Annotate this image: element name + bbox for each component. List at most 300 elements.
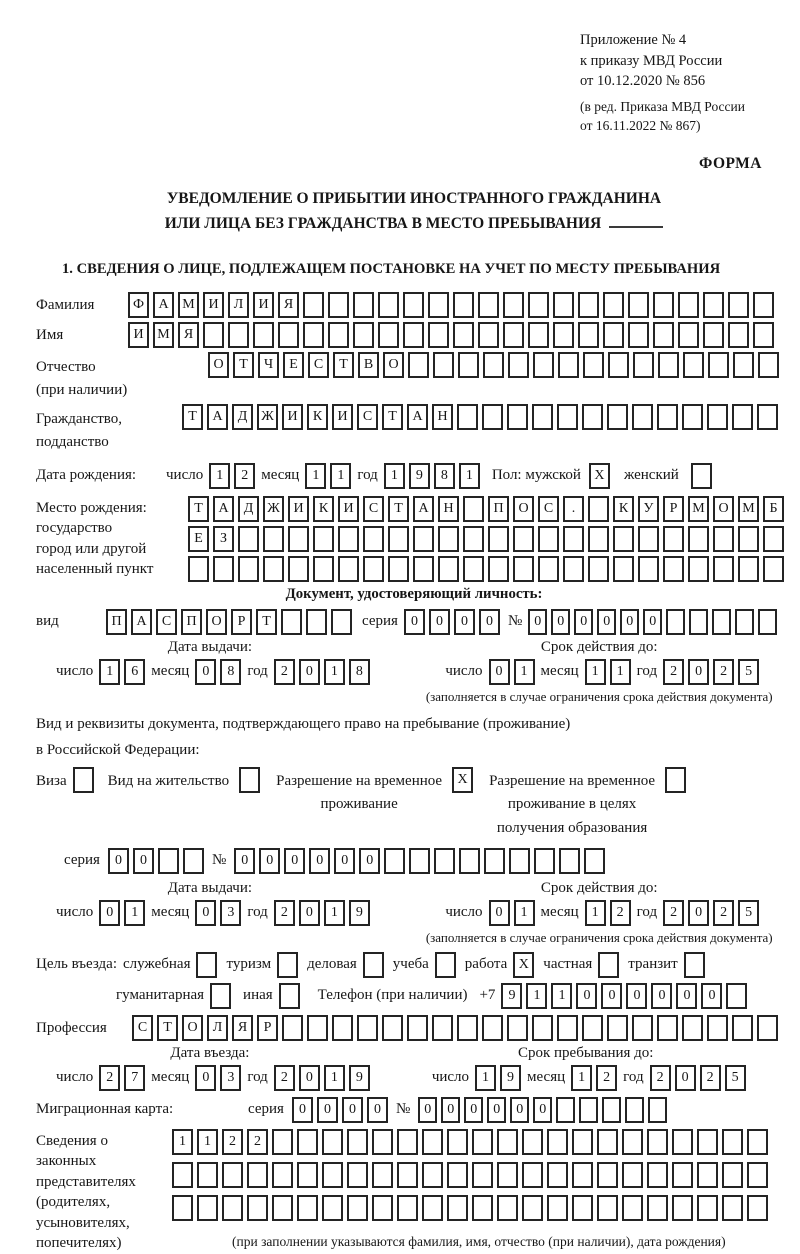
char-cell[interactable] (553, 292, 574, 318)
char-cell[interactable]: 2 (663, 659, 684, 685)
char-cell[interactable]: А (153, 292, 174, 318)
char-cell[interactable]: 1 (324, 1065, 345, 1091)
char-cell[interactable] (653, 322, 674, 348)
char-cell[interactable] (213, 556, 234, 582)
char-cell[interactable] (428, 292, 449, 318)
char-cell[interactable] (688, 556, 709, 582)
char-cell[interactable] (313, 526, 334, 552)
char-cell[interactable] (663, 556, 684, 582)
char-cell[interactable]: 0 (528, 609, 547, 635)
char-cell[interactable] (682, 404, 703, 430)
char-cell[interactable]: О (208, 352, 229, 378)
char-cell[interactable] (658, 352, 679, 378)
char-cell[interactable] (558, 352, 579, 378)
char-cell[interactable]: Е (283, 352, 304, 378)
char-cell[interactable] (758, 352, 779, 378)
char-cell[interactable]: 0 (359, 848, 380, 874)
char-cell[interactable]: С (156, 609, 177, 635)
char-cell[interactable]: 0 (487, 1097, 506, 1123)
char-cell[interactable] (263, 556, 284, 582)
char-cell[interactable] (602, 1097, 621, 1123)
char-cell[interactable]: 2 (247, 1129, 268, 1155)
char-cell[interactable] (653, 292, 674, 318)
char-cell[interactable] (484, 848, 505, 874)
char-cell[interactable]: Р (257, 1015, 278, 1041)
char-cell[interactable] (534, 848, 555, 874)
char-cell[interactable] (683, 352, 704, 378)
char-cell[interactable] (584, 848, 605, 874)
char-cell[interactable] (338, 556, 359, 582)
char-cell[interactable]: 1 (324, 900, 345, 926)
char-cell[interactable] (763, 526, 784, 552)
char-cell[interactable] (678, 292, 699, 318)
purpose-humanitarian-checkbox[interactable] (210, 983, 231, 1009)
char-cell[interactable] (572, 1129, 593, 1155)
char-cell[interactable]: П (181, 609, 202, 635)
purpose-other-checkbox[interactable] (279, 983, 300, 1009)
char-cell[interactable]: 0 (510, 1097, 529, 1123)
char-cell[interactable] (648, 1097, 667, 1123)
char-cell[interactable]: 1 (99, 659, 120, 685)
char-cell[interactable] (297, 1129, 318, 1155)
char-cell[interactable] (735, 609, 754, 635)
char-cell[interactable]: 1 (585, 900, 606, 926)
char-cell[interactable]: 0 (299, 1065, 320, 1091)
char-cell[interactable]: 0 (334, 848, 355, 874)
char-cell[interactable] (357, 1015, 378, 1041)
char-cell[interactable]: 1 (324, 659, 345, 685)
char-cell[interactable] (303, 322, 324, 348)
char-cell[interactable] (522, 1129, 543, 1155)
char-cell[interactable] (222, 1162, 243, 1188)
char-cell[interactable] (438, 556, 459, 582)
char-cell[interactable] (328, 292, 349, 318)
purpose-private-checkbox[interactable] (598, 952, 619, 978)
char-cell[interactable] (278, 322, 299, 348)
char-cell[interactable]: 0 (429, 609, 450, 635)
char-cell[interactable] (497, 1129, 518, 1155)
char-cell[interactable]: 0 (454, 609, 475, 635)
char-cell[interactable]: 6 (124, 659, 145, 685)
char-cell[interactable]: 1 (305, 463, 326, 489)
char-cell[interactable] (463, 526, 484, 552)
char-cell[interactable] (247, 1162, 268, 1188)
temp-permit-checkbox[interactable]: X (452, 767, 473, 793)
char-cell[interactable] (453, 292, 474, 318)
char-cell[interactable] (172, 1195, 193, 1221)
char-cell[interactable] (547, 1129, 568, 1155)
char-cell[interactable] (503, 322, 524, 348)
char-cell[interactable] (532, 1015, 553, 1041)
char-cell[interactable]: З (213, 526, 234, 552)
char-cell[interactable] (603, 292, 624, 318)
char-cell[interactable] (582, 1015, 603, 1041)
purpose-work-checkbox[interactable]: X (513, 952, 534, 978)
char-cell[interactable] (757, 1015, 778, 1041)
char-cell[interactable]: 0 (418, 1097, 437, 1123)
char-cell[interactable]: 2 (610, 900, 631, 926)
char-cell[interactable] (528, 322, 549, 348)
char-cell[interactable]: 9 (349, 1065, 370, 1091)
char-cell[interactable]: 0 (620, 609, 639, 635)
char-cell[interactable] (197, 1195, 218, 1221)
char-cell[interactable] (281, 609, 302, 635)
char-cell[interactable]: М (688, 496, 709, 522)
char-cell[interactable]: М (738, 496, 759, 522)
char-cell[interactable]: О (383, 352, 404, 378)
char-cell[interactable]: Т (157, 1015, 178, 1041)
char-cell[interactable] (332, 1015, 353, 1041)
char-cell[interactable] (622, 1129, 643, 1155)
char-cell[interactable] (557, 1015, 578, 1041)
char-cell[interactable] (388, 556, 409, 582)
char-cell[interactable]: 0 (441, 1097, 460, 1123)
char-cell[interactable] (713, 526, 734, 552)
char-cell[interactable]: И (288, 496, 309, 522)
char-cell[interactable]: 5 (738, 659, 759, 685)
char-cell[interactable] (697, 1162, 718, 1188)
char-cell[interactable]: Н (438, 496, 459, 522)
char-cell[interactable] (738, 526, 759, 552)
char-cell[interactable] (347, 1129, 368, 1155)
char-cell[interactable] (732, 404, 753, 430)
char-cell[interactable] (628, 322, 649, 348)
char-cell[interactable] (747, 1162, 768, 1188)
char-cell[interactable] (528, 292, 549, 318)
char-cell[interactable] (403, 322, 424, 348)
char-cell[interactable]: 0 (108, 848, 129, 874)
char-cell[interactable]: 5 (725, 1065, 746, 1091)
char-cell[interactable] (328, 322, 349, 348)
char-cell[interactable]: 0 (464, 1097, 483, 1123)
char-cell[interactable]: 2 (99, 1065, 120, 1091)
char-cell[interactable]: Т (233, 352, 254, 378)
char-cell[interactable]: 1 (514, 659, 535, 685)
char-cell[interactable] (384, 848, 405, 874)
char-cell[interactable]: И (338, 496, 359, 522)
char-cell[interactable] (197, 1162, 218, 1188)
char-cell[interactable]: 1 (526, 983, 547, 1009)
char-cell[interactable] (478, 322, 499, 348)
edu-permit-checkbox[interactable] (665, 767, 686, 793)
char-cell[interactable] (583, 352, 604, 378)
char-cell[interactable]: А (131, 609, 152, 635)
char-cell[interactable] (507, 1015, 528, 1041)
char-cell[interactable]: 0 (688, 900, 709, 926)
char-cell[interactable]: А (213, 496, 234, 522)
char-cell[interactable] (363, 526, 384, 552)
char-cell[interactable] (597, 1129, 618, 1155)
char-cell[interactable] (472, 1162, 493, 1188)
char-cell[interactable]: 0 (533, 1097, 552, 1123)
char-cell[interactable] (638, 526, 659, 552)
purpose-tourism-checkbox[interactable] (277, 952, 298, 978)
char-cell[interactable] (247, 1195, 268, 1221)
char-cell[interactable]: Р (231, 609, 252, 635)
visa-checkbox[interactable] (73, 767, 94, 793)
char-cell[interactable] (578, 292, 599, 318)
char-cell[interactable]: 3 (220, 1065, 241, 1091)
char-cell[interactable]: 0 (701, 983, 722, 1009)
char-cell[interactable]: 0 (234, 848, 255, 874)
char-cell[interactable]: 2 (663, 900, 684, 926)
char-cell[interactable] (628, 292, 649, 318)
char-cell[interactable] (447, 1129, 468, 1155)
char-cell[interactable]: 1 (514, 900, 535, 926)
char-cell[interactable]: 1 (571, 1065, 592, 1091)
char-cell[interactable] (483, 352, 504, 378)
char-cell[interactable] (413, 526, 434, 552)
char-cell[interactable] (433, 352, 454, 378)
char-cell[interactable] (447, 1162, 468, 1188)
char-cell[interactable]: Т (256, 609, 277, 635)
char-cell[interactable] (458, 352, 479, 378)
char-cell[interactable]: 0 (626, 983, 647, 1009)
char-cell[interactable] (697, 1195, 718, 1221)
char-cell[interactable]: 1 (330, 463, 351, 489)
char-cell[interactable]: 0 (404, 609, 425, 635)
char-cell[interactable] (532, 404, 553, 430)
char-cell[interactable] (712, 609, 731, 635)
char-cell[interactable]: 3 (220, 900, 241, 926)
char-cell[interactable] (397, 1195, 418, 1221)
char-cell[interactable] (382, 1015, 403, 1041)
char-cell[interactable] (625, 1097, 644, 1123)
char-cell[interactable] (307, 1015, 328, 1041)
char-cell[interactable]: 0 (676, 983, 697, 1009)
char-cell[interactable] (758, 609, 777, 635)
char-cell[interactable] (353, 292, 374, 318)
char-cell[interactable] (688, 526, 709, 552)
char-cell[interactable] (388, 526, 409, 552)
char-cell[interactable] (453, 322, 474, 348)
char-cell[interactable]: 1 (209, 463, 230, 489)
char-cell[interactable]: 7 (124, 1065, 145, 1091)
char-cell[interactable]: 5 (738, 900, 759, 926)
char-cell[interactable] (753, 292, 774, 318)
char-cell[interactable] (522, 1195, 543, 1221)
char-cell[interactable] (597, 1162, 618, 1188)
char-cell[interactable]: И (332, 404, 353, 430)
char-cell[interactable]: 0 (133, 848, 154, 874)
char-cell[interactable] (282, 1015, 303, 1041)
char-cell[interactable]: О (513, 496, 534, 522)
char-cell[interactable] (183, 848, 204, 874)
char-cell[interactable] (372, 1129, 393, 1155)
char-cell[interactable] (633, 352, 654, 378)
char-cell[interactable]: 0 (284, 848, 305, 874)
char-cell[interactable] (472, 1129, 493, 1155)
char-cell[interactable]: 2 (596, 1065, 617, 1091)
char-cell[interactable] (647, 1162, 668, 1188)
char-cell[interactable]: 1 (475, 1065, 496, 1091)
char-cell[interactable]: 0 (651, 983, 672, 1009)
char-cell[interactable] (733, 352, 754, 378)
residence-permit-checkbox[interactable] (239, 767, 260, 793)
char-cell[interactable]: Ж (263, 496, 284, 522)
char-cell[interactable]: Я (178, 322, 199, 348)
char-cell[interactable] (158, 848, 179, 874)
char-cell[interactable]: 2 (713, 659, 734, 685)
char-cell[interactable] (363, 556, 384, 582)
char-cell[interactable] (488, 556, 509, 582)
char-cell[interactable]: Ч (258, 352, 279, 378)
char-cell[interactable]: 9 (500, 1065, 521, 1091)
char-cell[interactable] (638, 556, 659, 582)
char-cell[interactable]: 1 (124, 900, 145, 926)
char-cell[interactable] (578, 322, 599, 348)
char-cell[interactable] (622, 1162, 643, 1188)
char-cell[interactable] (647, 1129, 668, 1155)
char-cell[interactable]: 2 (274, 900, 295, 926)
char-cell[interactable] (563, 556, 584, 582)
char-cell[interactable]: А (207, 404, 228, 430)
char-cell[interactable] (603, 322, 624, 348)
char-cell[interactable] (597, 1195, 618, 1221)
char-cell[interactable]: 0 (195, 659, 216, 685)
char-cell[interactable]: О (713, 496, 734, 522)
char-cell[interactable] (331, 609, 352, 635)
char-cell[interactable]: 0 (576, 983, 597, 1009)
char-cell[interactable]: А (413, 496, 434, 522)
char-cell[interactable] (353, 322, 374, 348)
char-cell[interactable]: Т (388, 496, 409, 522)
char-cell[interactable] (557, 404, 578, 430)
char-cell[interactable] (503, 292, 524, 318)
char-cell[interactable] (306, 609, 327, 635)
char-cell[interactable] (513, 526, 534, 552)
char-cell[interactable] (666, 609, 685, 635)
char-cell[interactable]: Я (278, 292, 299, 318)
char-cell[interactable] (478, 292, 499, 318)
char-cell[interactable] (347, 1195, 368, 1221)
char-cell[interactable] (682, 1015, 703, 1041)
char-cell[interactable] (753, 322, 774, 348)
char-cell[interactable] (713, 556, 734, 582)
char-cell[interactable] (547, 1195, 568, 1221)
char-cell[interactable] (572, 1162, 593, 1188)
char-cell[interactable]: 0 (292, 1097, 313, 1123)
char-cell[interactable]: 8 (349, 659, 370, 685)
char-cell[interactable] (238, 526, 259, 552)
char-cell[interactable] (482, 1015, 503, 1041)
char-cell[interactable] (288, 526, 309, 552)
char-cell[interactable] (297, 1162, 318, 1188)
char-cell[interactable]: 1 (585, 659, 606, 685)
char-cell[interactable] (747, 1195, 768, 1221)
char-cell[interactable] (463, 556, 484, 582)
char-cell[interactable] (522, 1162, 543, 1188)
char-cell[interactable]: 0 (643, 609, 662, 635)
char-cell[interactable]: И (128, 322, 149, 348)
char-cell[interactable] (763, 556, 784, 582)
char-cell[interactable] (657, 404, 678, 430)
char-cell[interactable] (459, 848, 480, 874)
char-cell[interactable] (588, 526, 609, 552)
char-cell[interactable]: Т (333, 352, 354, 378)
char-cell[interactable]: У (638, 496, 659, 522)
char-cell[interactable]: П (106, 609, 127, 635)
char-cell[interactable]: Н (432, 404, 453, 430)
char-cell[interactable] (722, 1129, 743, 1155)
char-cell[interactable] (372, 1195, 393, 1221)
char-cell[interactable]: 0 (195, 1065, 216, 1091)
char-cell[interactable] (703, 322, 724, 348)
char-cell[interactable] (438, 526, 459, 552)
char-cell[interactable]: 2 (713, 900, 734, 926)
char-cell[interactable]: Т (182, 404, 203, 430)
char-cell[interactable] (622, 1195, 643, 1221)
char-cell[interactable]: 0 (489, 659, 510, 685)
char-cell[interactable] (553, 322, 574, 348)
char-cell[interactable]: С (357, 404, 378, 430)
char-cell[interactable] (409, 848, 430, 874)
char-cell[interactable]: 0 (675, 1065, 696, 1091)
char-cell[interactable]: 0 (299, 900, 320, 926)
char-cell[interactable] (272, 1195, 293, 1221)
char-cell[interactable] (672, 1195, 693, 1221)
char-cell[interactable] (588, 556, 609, 582)
char-cell[interactable] (708, 352, 729, 378)
char-cell[interactable]: 9 (501, 983, 522, 1009)
char-cell[interactable] (288, 556, 309, 582)
char-cell[interactable]: К (313, 496, 334, 522)
char-cell[interactable]: 0 (574, 609, 593, 635)
char-cell[interactable] (559, 848, 580, 874)
char-cell[interactable]: 2 (274, 1065, 295, 1091)
char-cell[interactable] (757, 404, 778, 430)
char-cell[interactable]: 1 (610, 659, 631, 685)
char-cell[interactable] (722, 1162, 743, 1188)
char-cell[interactable] (434, 848, 455, 874)
char-cell[interactable] (738, 556, 759, 582)
char-cell[interactable] (422, 1162, 443, 1188)
char-cell[interactable]: 8 (220, 659, 241, 685)
char-cell[interactable]: 0 (259, 848, 280, 874)
char-cell[interactable] (747, 1129, 768, 1155)
char-cell[interactable] (222, 1195, 243, 1221)
char-cell[interactable] (608, 352, 629, 378)
char-cell[interactable] (722, 1195, 743, 1221)
char-cell[interactable]: И (253, 292, 274, 318)
char-cell[interactable] (582, 404, 603, 430)
char-cell[interactable]: 2 (222, 1129, 243, 1155)
char-cell[interactable] (472, 1195, 493, 1221)
char-cell[interactable]: 0 (479, 609, 500, 635)
char-cell[interactable]: Т (188, 496, 209, 522)
char-cell[interactable]: С (363, 496, 384, 522)
char-cell[interactable] (372, 1162, 393, 1188)
char-cell[interactable]: 0 (299, 659, 320, 685)
char-cell[interactable]: 1 (459, 463, 480, 489)
char-cell[interactable]: 2 (700, 1065, 721, 1091)
char-cell[interactable] (707, 404, 728, 430)
char-cell[interactable] (508, 352, 529, 378)
char-cell[interactable] (732, 1015, 753, 1041)
char-cell[interactable] (338, 526, 359, 552)
char-cell[interactable]: 1 (197, 1129, 218, 1155)
char-cell[interactable]: С (132, 1015, 153, 1041)
char-cell[interactable] (172, 1162, 193, 1188)
char-cell[interactable] (203, 322, 224, 348)
char-cell[interactable] (647, 1195, 668, 1221)
char-cell[interactable]: П (488, 496, 509, 522)
char-cell[interactable]: Д (238, 496, 259, 522)
char-cell[interactable]: 0 (551, 609, 570, 635)
purpose-transit-checkbox[interactable] (684, 952, 705, 978)
char-cell[interactable] (322, 1129, 343, 1155)
char-cell[interactable]: М (153, 322, 174, 348)
